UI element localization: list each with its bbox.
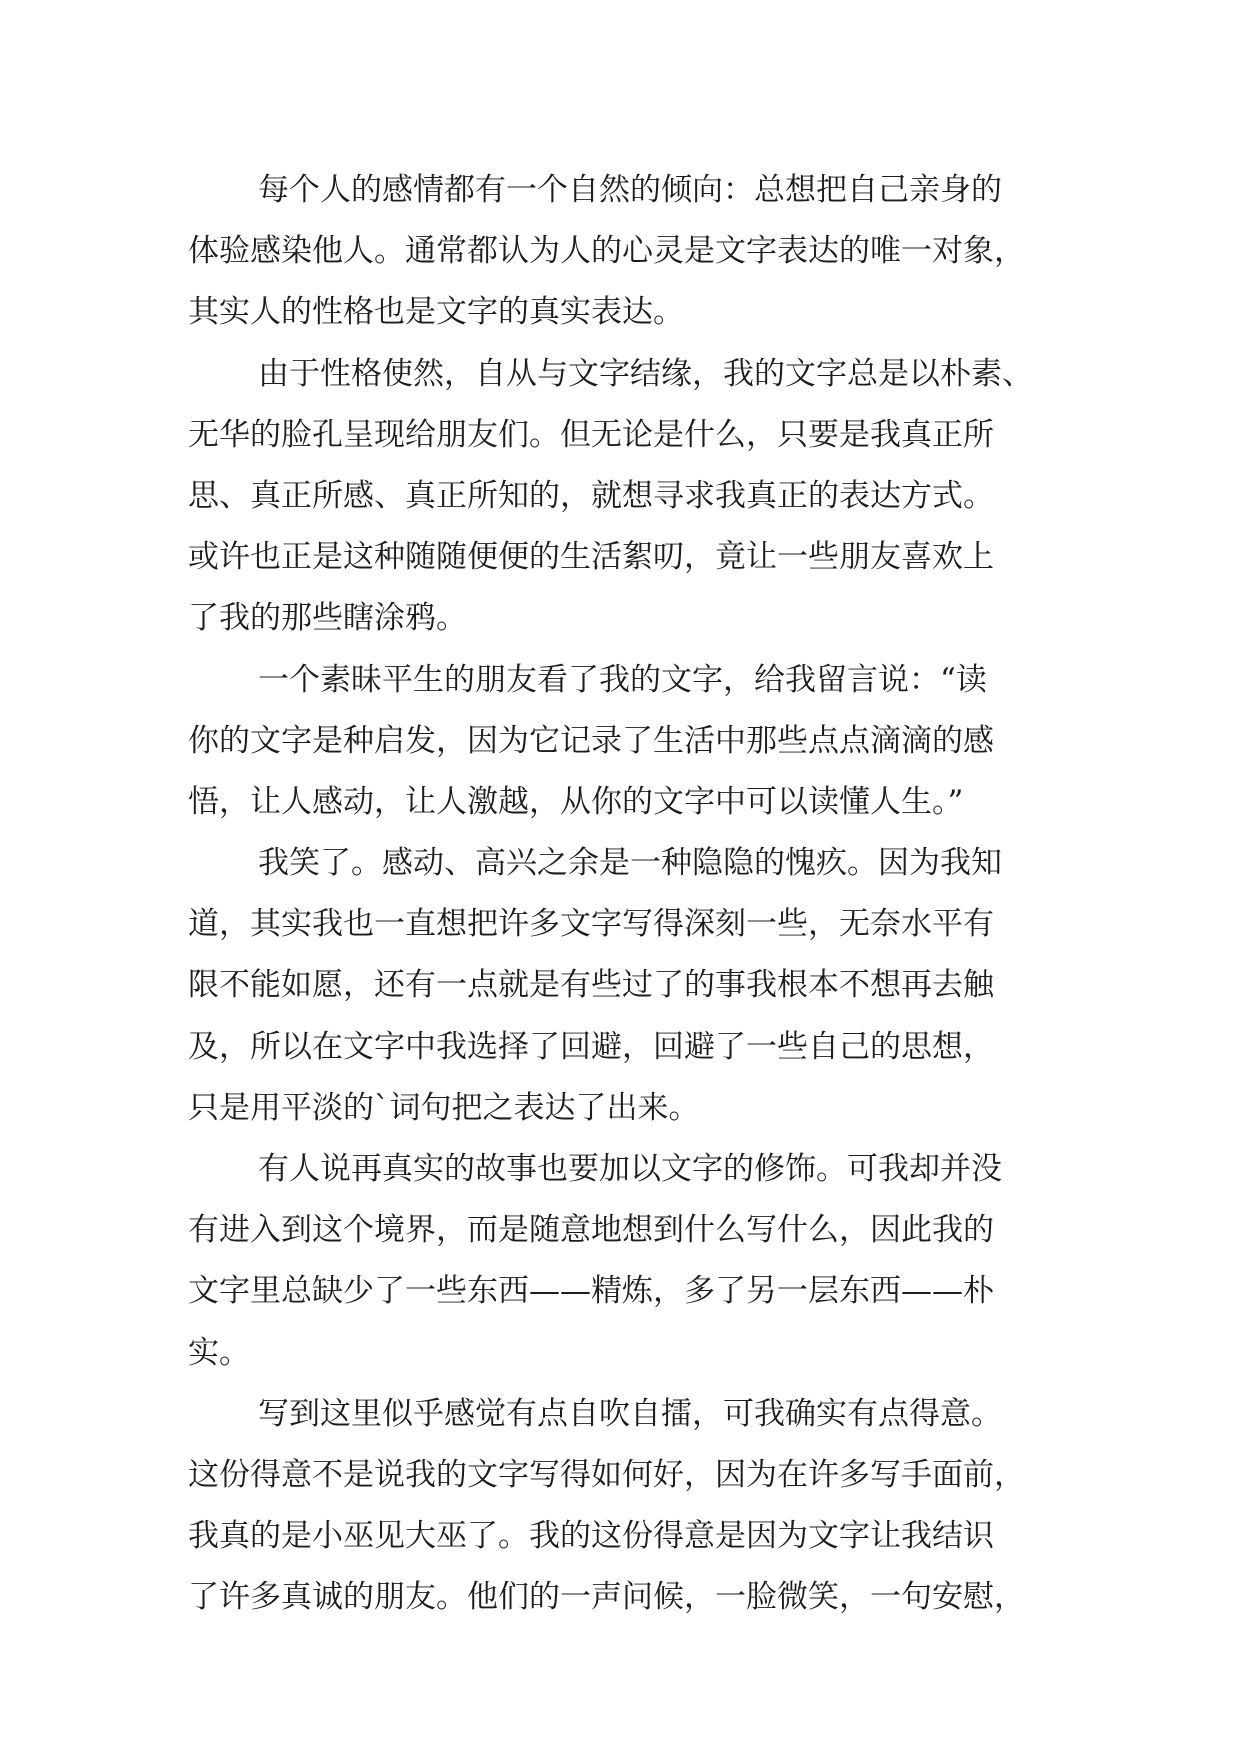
text-line: 其实人的性格也是文字的真实表达。: [188, 294, 684, 331]
text-line: 一个素昧平生的朋友看了我的文字，给我留言说：“读: [258, 661, 987, 698]
text-line: 有人说再真实的故事也要加以文字的修饰。可我却并没: [258, 1151, 1002, 1187]
text-line: 及，所以在文字中我选择了回避，回避了一些自己的思想，: [188, 1028, 994, 1065]
text-line: 写到这里似乎感觉有点自吹自擂，可我确实有点得意。: [258, 1395, 1002, 1432]
text-line: 这份得意不是说我的文字写得如何好，因为在许多写手面前，: [188, 1456, 1025, 1493]
text-line: 我笑了。感动、高兴之余是一种隐隐的愧疚。因为我知: [258, 845, 1002, 882]
text-line: 体验感染他人。通常都认为人的心灵是文字表达的唯一对象，: [188, 233, 1025, 270]
text-line: 道，其实我也一直想把许多文字写得深刻一些，无奈水平有: [188, 906, 994, 943]
text-line: 悟，让人感动，让人激越，从你的文字中可以读懂人生。”: [188, 783, 964, 820]
text-line: 你的文字是种启发，因为它记录了生活中那些点点滴滴的感: [188, 722, 994, 759]
text-line: 由于性格使然，自从与文字结缘，我的文字总是以朴素、: [258, 355, 1033, 392]
text-line: 我真的是小巫见大巫了。我的这份得意是因为文字让我结识: [188, 1518, 994, 1555]
text-line: 有进入到这个境界，而是随意地想到什么写什么，因此我的: [188, 1212, 994, 1249]
text-line: 实。: [188, 1334, 250, 1371]
text-line: 每个人的感情都有一个自然的倾向：总想把自己亲身的: [258, 172, 1002, 208]
text-line: 了我的那些瞎涂鸦。: [188, 600, 467, 637]
text-line: 了许多真诚的朋友。他们的一声问候，一脸微笑，一句安慰，: [188, 1579, 1025, 1616]
text-line: 思、真正所感、真正所知的，就想寻求我真正的表达方式。: [188, 477, 994, 514]
text-line: 只是用平淡的`词句把之表达了出来。: [188, 1089, 700, 1126]
text-line: 或许也正是这种随随便便的生活絮叨，竟让一些朋友喜欢上: [188, 539, 994, 576]
text-line: 文字里总缺少了一些东西——精炼，多了另一层东西——朴: [188, 1273, 994, 1310]
body-text: [188, 160, 1078, 1629]
text-line: 无华的脸孔呈现给朋友们。但无论是什么，只要是我真正所: [188, 416, 994, 453]
text-line: 限不能如愿，还有一点就是有些过了的事我根本不想再去触: [188, 967, 994, 1004]
